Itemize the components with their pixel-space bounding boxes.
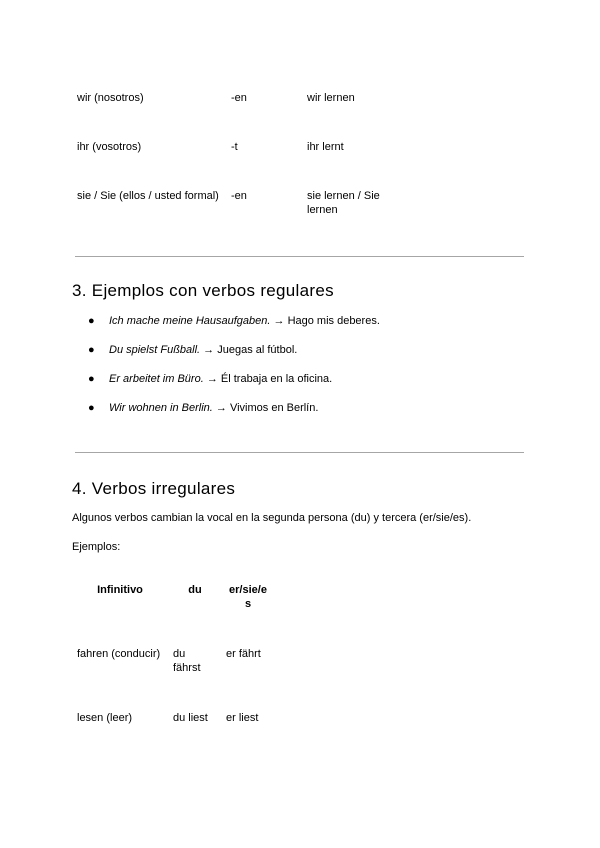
- bullet-icon: ●: [88, 373, 95, 385]
- arrow-icon: →: [273, 315, 285, 327]
- spanish-translation: Juegas al fútbol.: [217, 344, 298, 356]
- bullet-icon: ●: [88, 402, 95, 414]
- list-item: [88, 372, 380, 401]
- ending-cell: -en: [231, 92, 247, 104]
- pronoun-cell: wir (nosotros): [77, 92, 144, 104]
- du-cell: du liest: [173, 712, 208, 724]
- section-heading: 3. Ejemplos con verbos regulares: [72, 281, 334, 300]
- er-cell: er liest: [226, 712, 259, 724]
- bullet-icon: ●: [88, 344, 95, 356]
- arrow-icon: →: [215, 402, 227, 414]
- german-sentence: Wir wohnen in Berlin.: [109, 402, 213, 414]
- spanish-translation: Hago mis deberes.: [287, 315, 380, 327]
- ending-cell: -en: [231, 190, 247, 202]
- arrow-icon: →: [206, 373, 218, 385]
- spanish-translation: Vivimos en Berlín.: [229, 402, 319, 414]
- example-cell: sie lernen / Sie lernen: [307, 190, 380, 216]
- du-cell: du fährst: [173, 648, 201, 674]
- list-item: [88, 314, 380, 343]
- example-cell: ihr lernt: [307, 141, 344, 153]
- section-heading: 4. Verbos irregulares: [72, 479, 236, 498]
- er-cell: er fährt: [226, 648, 261, 660]
- list-item: [88, 401, 380, 430]
- ending-cell: -t: [231, 141, 238, 153]
- bullet-icon: ●: [88, 315, 95, 327]
- pronoun-cell: ihr (vosotros): [77, 141, 142, 153]
- column-header-er: er/sie/es: [229, 584, 267, 610]
- spanish-translation: Él trabaja en la oficina.: [220, 373, 333, 385]
- examples-list: [88, 314, 380, 430]
- german-sentence: Du spielst Fußball.: [109, 344, 201, 356]
- list-item: [88, 343, 380, 372]
- german-sentence: Er arbeitet im Büro.: [109, 373, 204, 385]
- infinitive-cell: lesen (leer): [77, 712, 133, 724]
- example-cell: wir lernen: [307, 92, 355, 104]
- infinitive-cell: fahren (conducir): [77, 648, 161, 660]
- pronoun-cell: sie / Sie (ellos / usted formal): [77, 190, 219, 202]
- divider: [75, 256, 524, 257]
- column-header-du: du: [188, 584, 202, 596]
- divider: [75, 452, 524, 453]
- examples-label: Ejemplos:: [72, 541, 121, 553]
- german-sentence: Ich mache meine Hausaufgaben.: [109, 315, 271, 327]
- column-header-infinitive: Infinitivo: [97, 584, 143, 596]
- intro-paragraph: Algunos verbos cambian la vocal en la segunda persona (du) y tercera (er/sie/es).: [72, 512, 472, 524]
- arrow-icon: →: [203, 344, 215, 356]
